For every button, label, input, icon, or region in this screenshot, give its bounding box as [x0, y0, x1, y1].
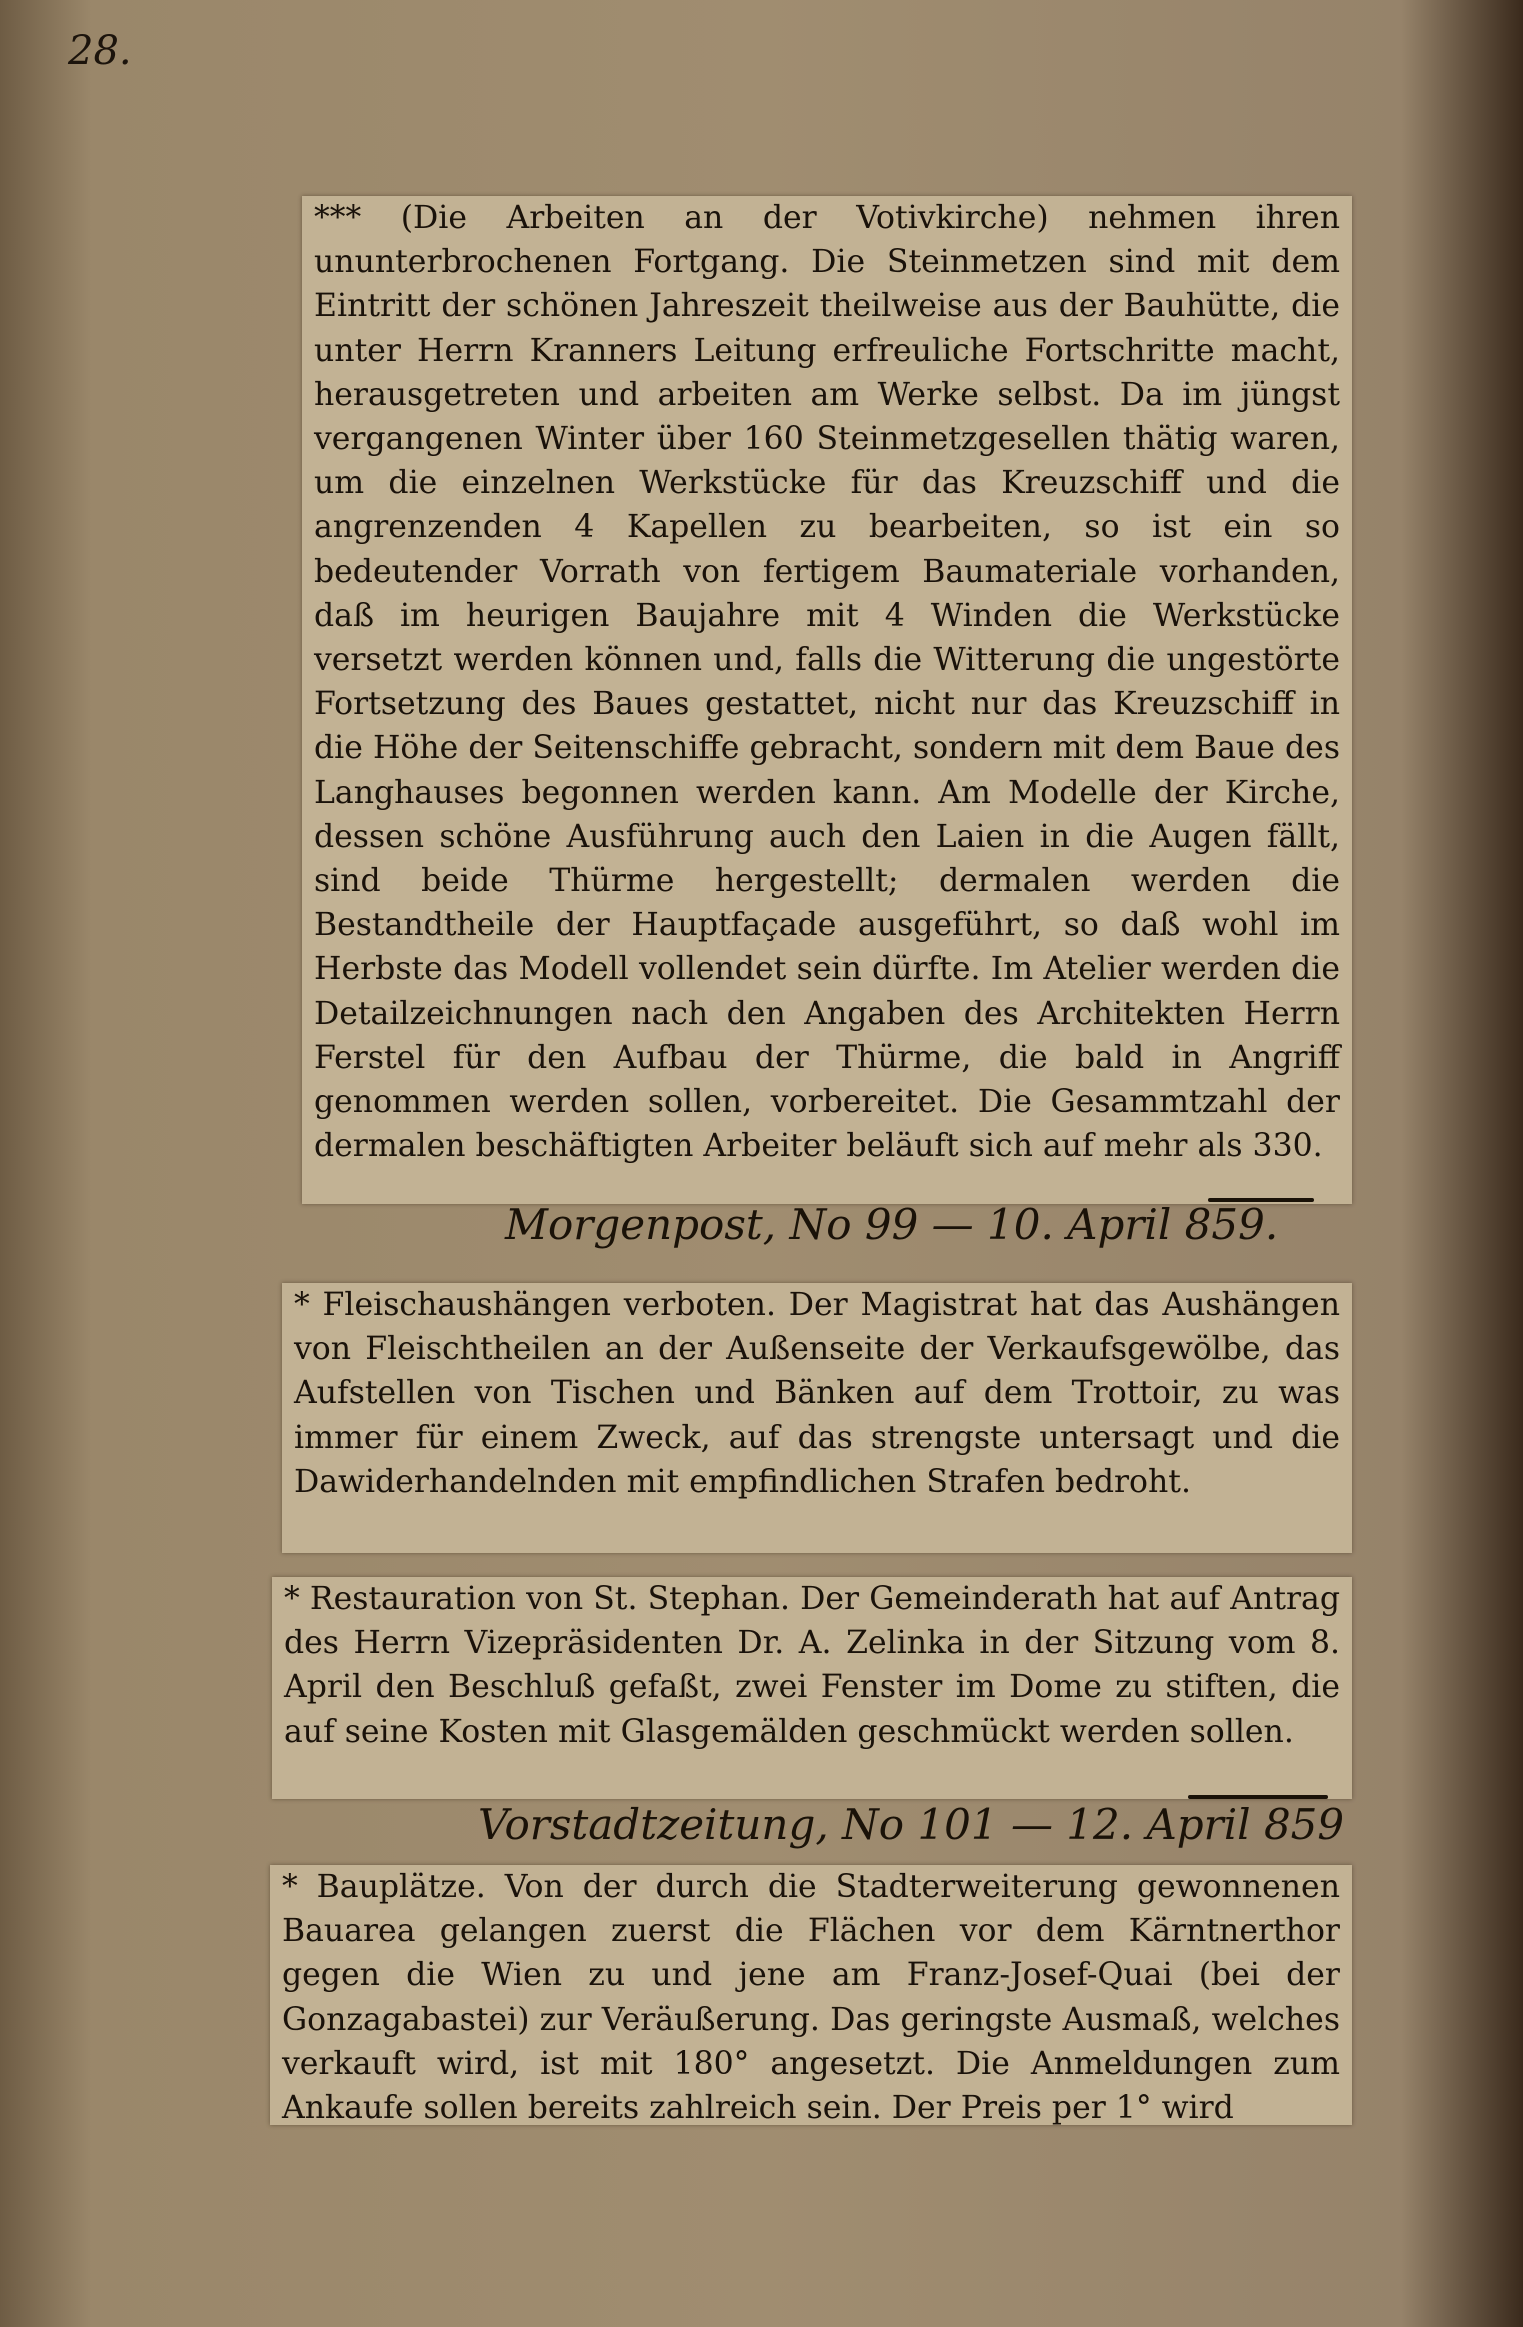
handwritten-source-note: Morgenpost, No 99 — 10. April 859.	[505, 1200, 1279, 1249]
article-text: * Fleischaushängen verboten. Der Magistrat hat das Aushängen von Fleischtheilen an der Außenseite der Verkaufsgewölbe, das Aufstellen von Tischen und Bänken auf dem Trottoir, zu was immer für einem Zweck, auf das strengste untersagt und die Dawiderhandelnden mit empfindlichen Strafen bedroht.	[294, 1287, 1340, 1500]
newspaper-clipping	[270, 1865, 1352, 2125]
article-text: *** (Die Arbeiten an der Votivkirche) nehmen ihren ununterbrochenen Fortgang. Die Steinmetzen sind mit dem Eintritt der schönen Jahreszeit theilweise aus der Bauhütte, die unter Herrn Kranners Leitung erfreuliche Fortschritte macht, herausgetreten und arbeiten am Werke selbst. Da im jüngst vergangenen Winter über 160 Steinmetzgesellen thätig waren, um die einzelnen Werkstücke für das Kreuzschiff und die angrenzenden 4 Kapellen zu bearbeiten, so ist ein so bedeutender Vorrath von fertigem Baumateriale vorhanden, daß im heurigen Baujahre mit 4 Winden die Werkstücke versetzt werden können und, falls die Witterung die ungestörte Fortsetzung des Baues gestattet, nicht nur das Kreuzschiff in die Höhe der Seitenschiffe gebracht, sondern mit dem Baue des Langhauses begonnen werden kann. Am Modelle der Kirche, dessen schöne Ausführung auch den Laien in die Augen fällt, sind beide Thürme hergestellt; dermalen werden die Bestandtheile der Hauptfaçade ausgeführt, so daß wohl im Herbste das Modell vollendet sein dürfte. Im Atelier werden die Detailzeichnungen nach den Angaben des Architekten Herrn Ferstel für den Aufbau der Thürme, die bald in Angriff genommen werden sollen, vorbereitet. Die Gesammtzahl der dermalen beschäftigten Arbeiter beläuft sich auf mehr als 330.	[314, 200, 1340, 1165]
newspaper-clipping	[282, 1283, 1352, 1553]
newspaper-clipping	[302, 196, 1352, 1204]
article-text: * Restauration von St. Stephan. Der Gemeinderath hat auf Antrag des Herrn Vizepräsidenten Dr. A. Zelinka in der Sitzung vom 8. April den Beschluß gefaßt, zwei Fenster im Dome zu stiften, die auf seine Kosten mit Glasgemälden geschmückt werden sollen.	[284, 1581, 1340, 1750]
newspaper-clipping	[272, 1577, 1352, 1799]
article-text: * Bauplätze. Von der durch die Stadterweiterung gewonnenen Bauarea gelangen zuerst die Flächen vor dem Kärntnerthor gegen die Wien zu und jene am Franz-Josef-Quai (bei der Gonzagabastei) zur Veräußerung. Das geringste Ausmaß, welches verkauft wird, ist mit 180° angesetzt. Die Anmeldungen zum Ankaufe sollen bereits zahlreich sein. Der Preis per 1° wird	[282, 1869, 1340, 2127]
ink-underline	[1188, 1795, 1328, 1799]
handwritten-source-note: Vorstadtzeitung, No 101 — 12. April 859	[478, 1800, 1345, 1849]
page-number: 28.	[68, 28, 132, 74]
